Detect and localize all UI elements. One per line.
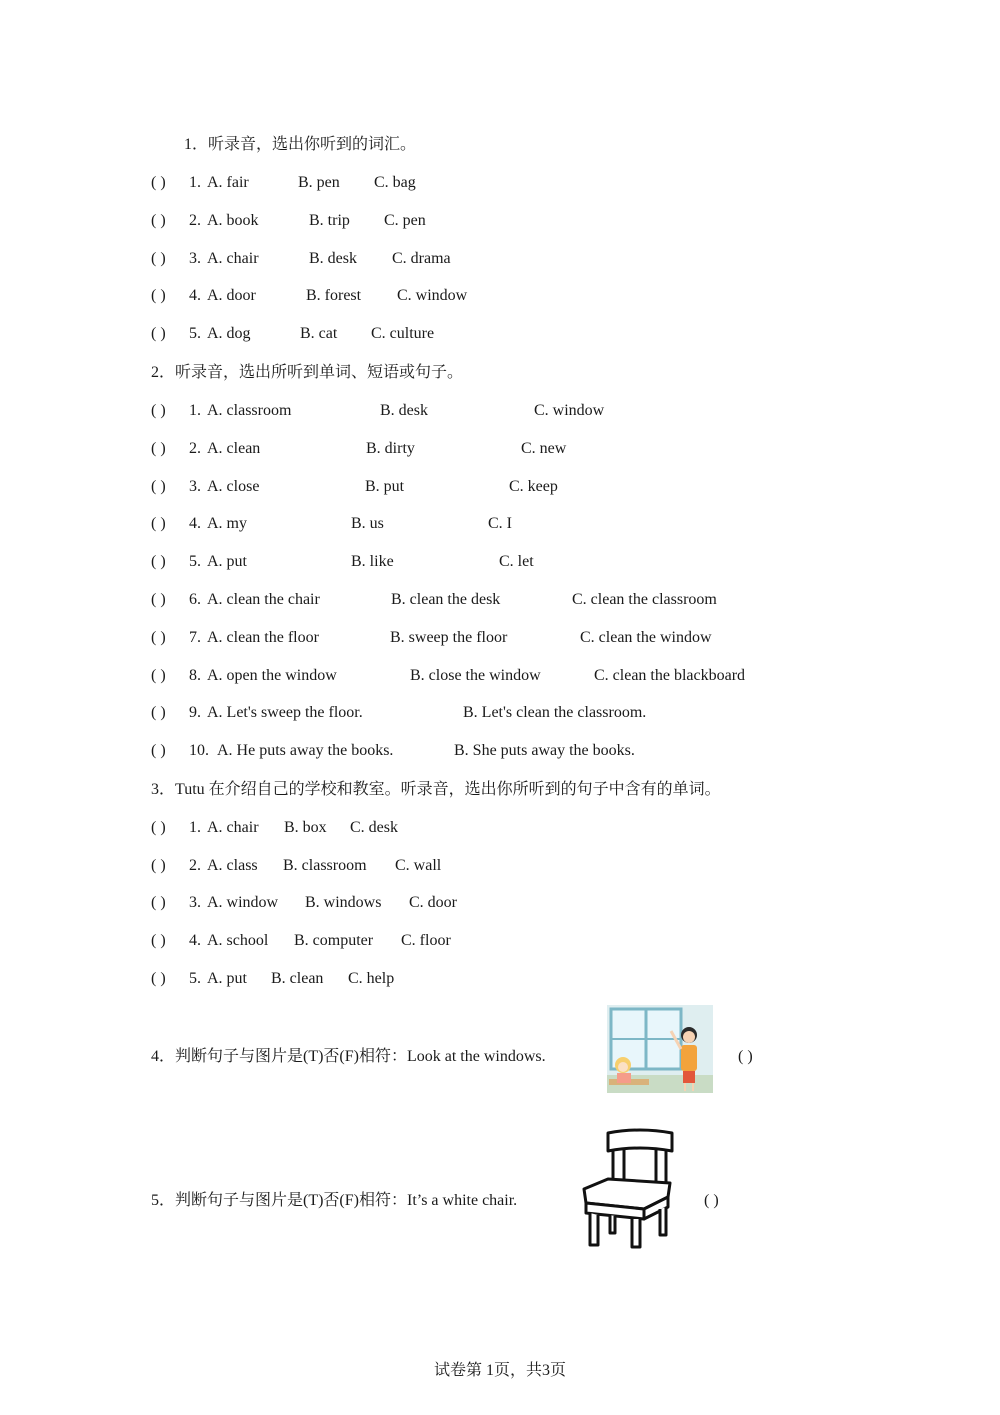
question-4-text: 4．判断句子与图片是(T)否(F)相符：Look at the windows.	[151, 1048, 546, 1065]
answer-blank[interactable]: ( )	[151, 704, 166, 721]
question-number: 5.	[189, 970, 201, 987]
question-number: 2.	[189, 212, 201, 229]
answer-blank[interactable]: ( )	[151, 894, 166, 911]
answer-blank[interactable]: ( )	[151, 478, 166, 495]
question-4-answer-blank[interactable]: ( )	[738, 1048, 753, 1065]
question-number: 1.	[189, 402, 201, 419]
option-text: C. let	[499, 553, 534, 570]
option-text: B. box	[284, 819, 327, 836]
option-text: C. culture	[371, 325, 435, 342]
option-text: C. bag	[374, 174, 416, 191]
option-text: A. clean the chair	[207, 591, 320, 608]
answer-blank[interactable]: ( )	[151, 667, 166, 684]
option-text: A. dog	[207, 325, 251, 342]
question-number: 3.	[189, 478, 201, 495]
answer-blank[interactable]: ( )	[151, 402, 166, 419]
option-text: C. pen	[384, 212, 426, 229]
option-text: A. fair	[207, 174, 249, 191]
question-5-text: 5．判断句子与图片是(T)否(F)相符：It’s a white chair.	[151, 1192, 518, 1209]
option-text: C. keep	[509, 478, 558, 495]
option-text: C. wall	[395, 857, 442, 874]
option-text: B. forest	[306, 287, 362, 304]
question-number: 10.	[189, 742, 209, 759]
option-text: C. window	[397, 287, 468, 304]
question-row	[0, 892, 1000, 914]
question-row	[0, 817, 1000, 839]
question-number: 1.	[189, 174, 201, 191]
question-row	[0, 589, 1000, 611]
option-text: A. clean the floor	[207, 629, 319, 646]
question-row	[0, 702, 1000, 724]
option-text: B. dirty	[366, 440, 415, 457]
option-text: A. chair	[207, 819, 259, 836]
option-text: B. desk	[380, 402, 428, 419]
question-number: 1.	[189, 819, 201, 836]
answer-blank[interactable]: ( )	[151, 742, 166, 759]
option-text: A. classroom	[207, 402, 292, 419]
option-text: B. like	[351, 553, 394, 570]
question-number: 2.	[189, 440, 201, 457]
option-text: C. window	[534, 402, 605, 419]
question-row	[0, 930, 1000, 952]
answer-blank[interactable]: ( )	[151, 212, 166, 229]
section-heading: 1．听录音，选出你听到的词汇。	[184, 136, 417, 153]
question-row	[0, 627, 1000, 649]
option-text: C. desk	[350, 819, 398, 836]
question-row	[0, 400, 1000, 422]
question-row	[0, 513, 1000, 535]
question-5-answer-blank[interactable]: ( )	[704, 1192, 719, 1209]
question-row	[0, 551, 1000, 573]
question-number: 7.	[189, 629, 201, 646]
option-text: C. door	[409, 894, 457, 911]
answer-blank[interactable]: ( )	[151, 970, 166, 987]
question-row	[0, 248, 1000, 270]
option-text: A. window	[207, 894, 279, 911]
option-text: A. clean	[207, 440, 261, 457]
option-text: B. clean the desk	[391, 591, 501, 608]
question-number: 6.	[189, 591, 201, 608]
option-text: A. put	[207, 970, 247, 987]
option-text: B. cat	[300, 325, 338, 342]
answer-blank[interactable]: ( )	[151, 629, 166, 646]
option-text: B. trip	[309, 212, 350, 229]
option-text: B. classroom	[283, 857, 367, 874]
question-row	[0, 740, 1000, 762]
question-number: 4.	[189, 515, 201, 532]
classroom-window-teacher-icon	[607, 1005, 713, 1098]
question-row	[0, 210, 1000, 232]
page-footer: 试卷第 1页，共3页	[433, 1362, 566, 1379]
option-text: C. help	[348, 970, 395, 987]
option-text: C. clean the classroom	[572, 591, 717, 608]
answer-blank[interactable]: ( )	[151, 932, 166, 949]
option-text: B. clean	[271, 970, 324, 987]
option-text: A. school	[207, 932, 269, 949]
section-heading: 2．听录音，选出所听到单词、短语或句子。	[151, 364, 464, 381]
option-text: C. clean the window	[580, 629, 712, 646]
question-number: 5.	[189, 325, 201, 342]
question-row	[0, 438, 1000, 460]
option-text: C. drama	[392, 250, 451, 267]
option-text: B. close the window	[410, 667, 541, 684]
option-text: B. us	[351, 515, 384, 532]
option-text: B. sweep the floor	[390, 629, 508, 646]
option-text: A. chair	[207, 250, 259, 267]
answer-blank[interactable]: ( )	[151, 287, 166, 304]
option-text: C. floor	[401, 932, 451, 949]
option-text: B. put	[365, 478, 405, 495]
question-number: 2.	[189, 857, 201, 874]
question-row	[0, 285, 1000, 307]
question-number: 4.	[189, 932, 201, 949]
option-text: B. pen	[298, 174, 340, 191]
question-number: 4.	[189, 287, 201, 304]
option-text: C. new	[521, 440, 567, 457]
answer-blank[interactable]: ( )	[151, 174, 166, 191]
question-row	[0, 855, 1000, 877]
section-heading: 3．Tutu 在介绍自己的学校和教室。听录音，选出你所听到的句子中含有的单词。	[151, 781, 721, 798]
question-number: 3.	[189, 250, 201, 267]
chair-icon	[580, 1127, 680, 1256]
option-text: B. computer	[294, 932, 374, 949]
option-text: B. desk	[309, 250, 357, 267]
question-number: 3.	[189, 894, 201, 911]
question-row	[0, 323, 1000, 345]
option-text: A. door	[207, 287, 256, 304]
option-text: C. clean the blackboard	[594, 667, 746, 684]
question-row	[0, 665, 1000, 687]
option-text: A. my	[207, 515, 247, 532]
answer-blank[interactable]: ( )	[151, 440, 166, 457]
answer-blank[interactable]: ( )	[151, 591, 166, 608]
answer-blank[interactable]: ( )	[151, 857, 166, 874]
answer-blank[interactable]: ( )	[151, 553, 166, 570]
answer-blank[interactable]: ( )	[151, 515, 166, 532]
question-row	[0, 476, 1000, 498]
option-text: A. book	[207, 212, 259, 229]
question-row	[0, 968, 1000, 990]
option-text: A. open the window	[207, 667, 337, 684]
answer-blank[interactable]: ( )	[151, 325, 166, 342]
option-text: A. class	[207, 857, 258, 874]
question-row	[0, 172, 1000, 194]
question-number: 5.	[189, 553, 201, 570]
option-text: B. windows	[305, 894, 382, 911]
option-text: B. She puts away the books.	[454, 742, 635, 759]
option-text: C. I	[488, 515, 512, 532]
question-number: 9.	[189, 704, 201, 721]
answer-blank[interactable]: ( )	[151, 250, 166, 267]
question-number: 8.	[189, 667, 201, 684]
option-text: B. Let's clean the classroom.	[463, 704, 647, 721]
option-text: A. close	[207, 478, 260, 495]
option-text: A. put	[207, 553, 247, 570]
option-text: A. Let's sweep the floor.	[207, 704, 363, 721]
answer-blank[interactable]: ( )	[151, 819, 166, 836]
option-text: A. He puts away the books.	[217, 742, 394, 759]
